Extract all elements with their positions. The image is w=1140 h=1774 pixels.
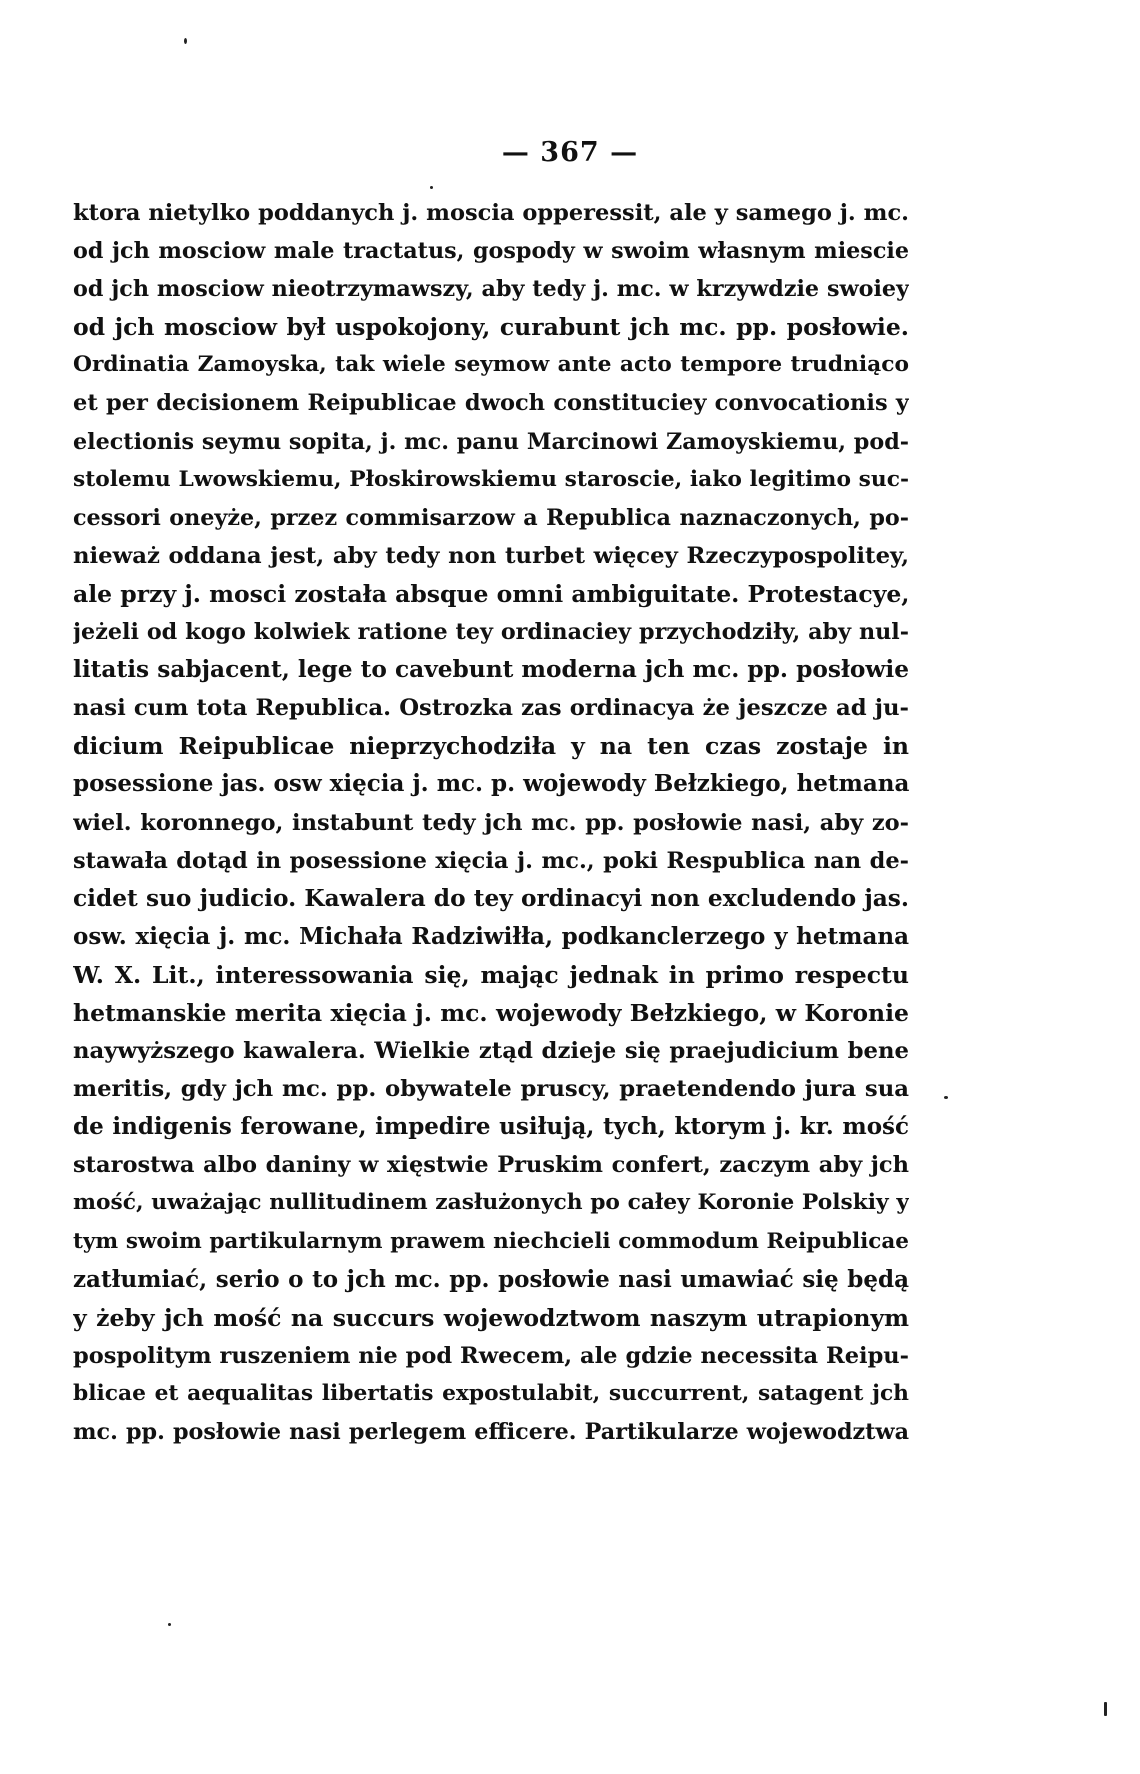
text-line: hetmanskie merita xięcia j. mc. wojewody Bełzkiego, w Koronie	[73, 998, 909, 1027]
text-line: stawała dotąd in posessione xięcia j. mc., poki Respublica nan de-	[73, 847, 909, 874]
text-line: wiel. koronnego, instabunt tedy jch mc. pp. posłowie nasi, aby zo-	[73, 809, 909, 836]
text-line: mc. pp. posłowie nasi perlegem efficere. Partikularze wojewodztwa	[73, 1419, 909, 1445]
text-line: nieważ oddana jest, aby tedy non turbet więcey Rzeczypospolitey,	[73, 542, 909, 569]
text-line: stolemu Lwowskiemu, Płoskirowskiemu staroscie, iako legitimo suc-	[73, 466, 909, 492]
text-line: pospolitym ruszeniem nie pod Rwecem, ale gdzie necessita Reipu-	[73, 1342, 909, 1369]
text-line: tym swoim partikularnym prawem niechcieli commodum Reipublicae	[73, 1228, 909, 1254]
page-number: — 367 —	[501, 137, 639, 168]
text-line: mość, uważając nullitudinem zasłużonych po całey Koronie Polskiy y	[73, 1190, 909, 1216]
text-line: dicium Reipublicae nieprzychodziła y na ten czas zostaje in	[73, 732, 909, 761]
text-line: cidet suo judicio. Kawalera do tey ordinacyi non excludendo jas.	[73, 884, 909, 912]
text-line: cessori oneyże, przez commisarzow a Republica naznaczonych, po-	[73, 504, 909, 531]
text-line: jeżeli od kogo kolwiek ratione tey ordinaciey przychodziły, aby nul-	[73, 619, 909, 646]
text-line: od jch mosciow male tractatus, gospody w swoim własnym miescie	[73, 238, 909, 265]
text-line: starostwa albo daniny w xięstwie Pruskim confert, zaczym aby jch	[73, 1152, 909, 1179]
text-line: y żeby jch mość na succurs wojewodztwom naszym utrapionym	[73, 1303, 909, 1332]
text-line: de indigenis ferowane, impedire usiłują, tych, ktorym j. kr. mość	[73, 1113, 909, 1141]
body-text	[73, 194, 909, 1451]
text-line: ktora nietylko poddanych j. moscia opperessit, ale y samego j. mc.	[73, 200, 909, 226]
scan-speck	[184, 38, 187, 44]
text-line: ale przy j. mosci została absque omni ambiguitate. Protestacye,	[73, 579, 909, 608]
scan-speck	[430, 186, 433, 189]
scan-speck	[1104, 1702, 1107, 1716]
text-line: od jch mosciow nieotrzymawszy, aby tedy j. mc. w krzywdzie swoiey	[73, 276, 909, 303]
text-line: osw. xięcia j. mc. Michała Radziwiłła, podkanclerzego y hetmana	[73, 922, 909, 950]
text-line: W. X. Lit., interessowania się, mając jednak in primo respectu	[73, 960, 909, 989]
text-line: electionis seymu sopita, j. mc. panu Marcinowi Zamoyskiemu, pod-	[73, 428, 909, 455]
text-line: zatłumiać, serio o to jch mc. pp. posłowie nasi umawiać się będą	[73, 1265, 909, 1293]
text-line: posessione jas. osw xięcia j. mc. p. wojewody Bełzkiego, hetmana	[73, 770, 909, 798]
scan-speck	[168, 1623, 171, 1626]
text-line: nasi cum tota Republica. Ostrozka zas ordinacya że jeszcze ad ju-	[73, 695, 909, 722]
text-line: Ordinatia Zamoyska, tak wiele seymow ante acto tempore trudniąco	[73, 352, 909, 378]
text-line: blicae et aequalitas libertatis expostulabit, succurrent, satagent jch	[73, 1380, 909, 1406]
text-line: litatis sabjacent, lege to cavebunt moderna jch mc. pp. posłowie	[73, 656, 909, 684]
text-line: meritis, gdy jch mc. pp. obywatele pruscy, praetendendo jura sua	[73, 1076, 909, 1103]
text-line: et per decisionem Reipublicae dwoch constituciey convocationis y	[73, 390, 909, 417]
text-line: naywyższego kawalera. Wielkie ztąd dzieje się praejudicium bene	[73, 1038, 909, 1065]
text-line: od jch mosciow był uspokojony, curabunt jch mc. pp. posłowie.	[73, 313, 909, 342]
scan-speck	[944, 1096, 948, 1099]
